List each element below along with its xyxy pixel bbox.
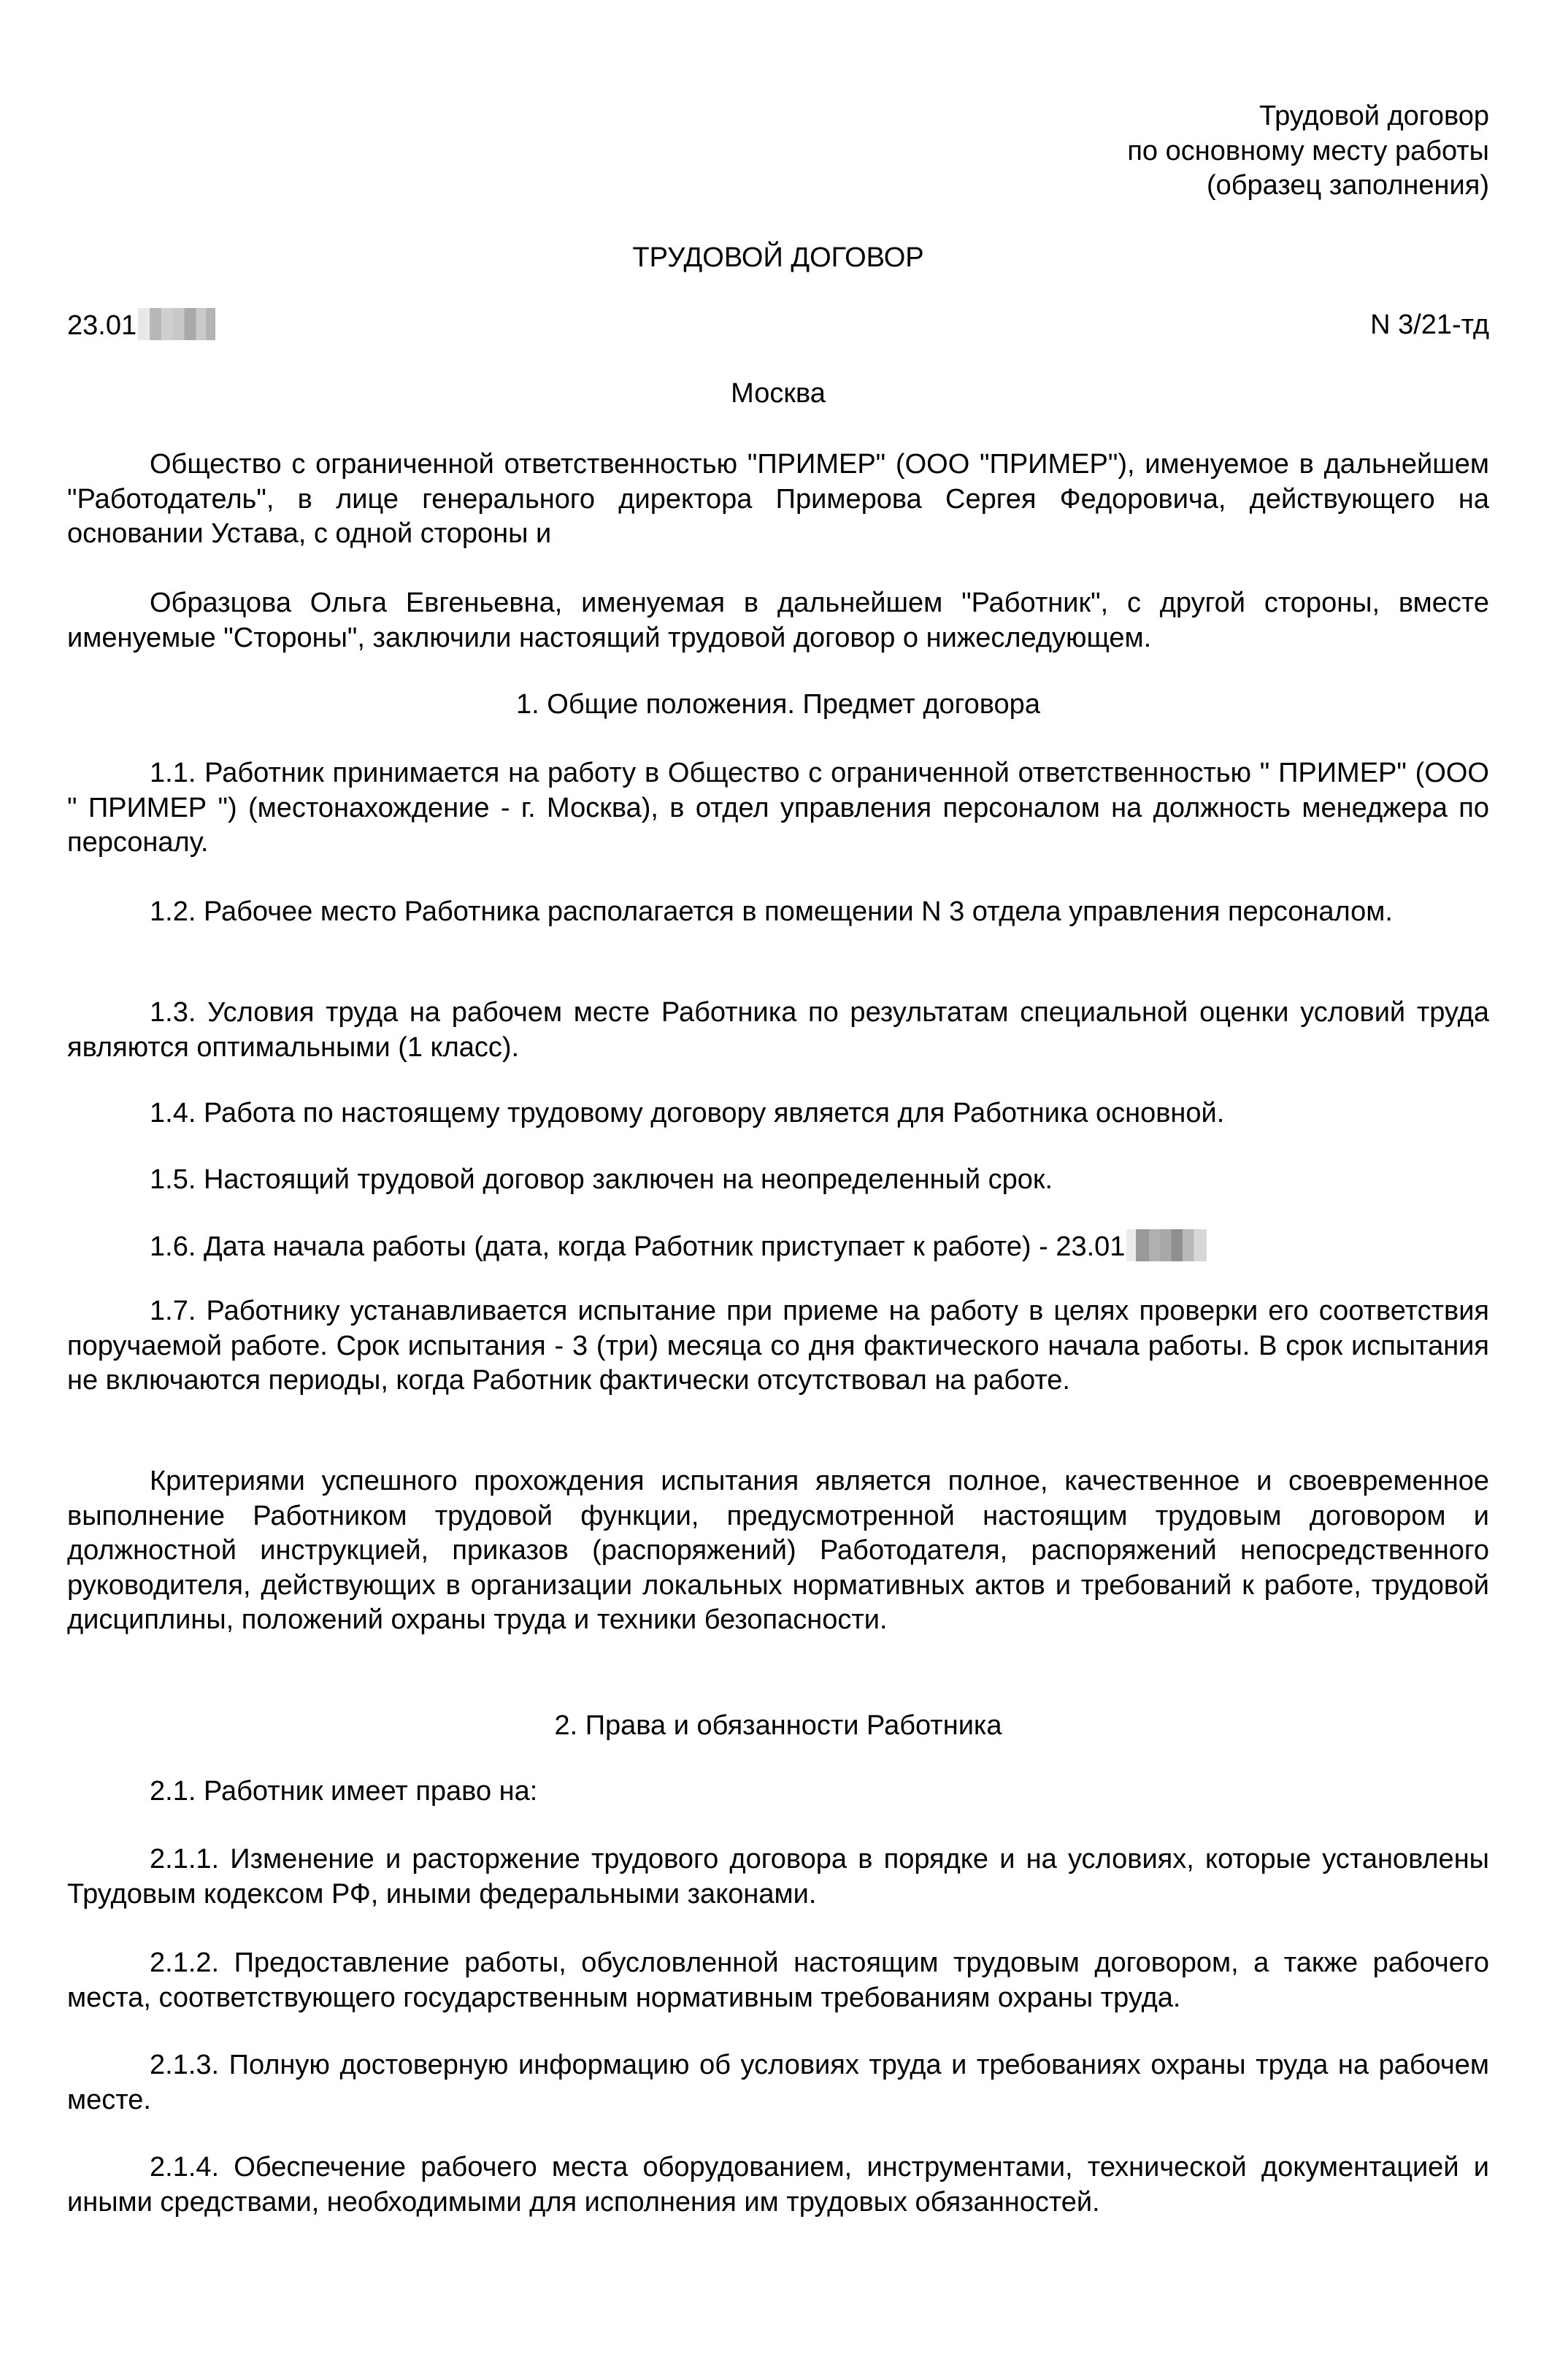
clause-1-5: 1.5. Настоящий трудовой договор заключен на неопределенный срок. <box>150 1164 1053 1195</box>
section-1-heading: 1. Общие положения. Предмет договора <box>516 689 1040 720</box>
date-number-row <box>67 308 1489 344</box>
document-title: ТРУДОВОЙ ДОГОВОР <box>632 242 924 273</box>
section-2-heading: 2. Права и обязанности Работника <box>554 1710 1002 1741</box>
preamble-employee: Образцова Ольга Евгеньевна, именуемая в дальнейшем "Работник", с другой стороны, вместе именуемые "Стороны", заключили настоящий трудовой договор о нижеследующем. <box>67 588 1489 653</box>
clause-1-4: 1.4. Работа по настоящему трудовому договору является для Работника основной. <box>150 1098 1225 1128</box>
preamble-employer: Общество с ограниченной ответственностью "ПРИМЕР" (ООО "ПРИМЕР"), именуемое в дальнейшем "Работодатель", в лице генерального директора Примерова Сергея Федоровича, действующего на основании Устава, с одной стороны и <box>67 449 1489 549</box>
redacted-year <box>138 308 215 340</box>
clause-2-1: 2.1. Работник имеет право на: <box>150 1776 538 1807</box>
header-note-line-1: Трудовой договор <box>1258 101 1489 131</box>
clause-1-7: 1.7. Работнику устанавливается испытание при приеме на работу в целях проверки его соответствия поручаемой работе. Срок испытания - 3 (три) месяца со дня фактического начала работы. В срок испытания не включаются периоды, когда Работник фактически отсутствовал на работе. <box>67 1296 1489 1396</box>
contract-number: N 3/21-тд <box>1370 309 1489 340</box>
clause-2-1-4: 2.1.4. Обеспечение рабочего места оборудованием, инструментами, технической документацией и иными средствами, необходимыми для исполнения им трудовых обязанностей. <box>67 2152 1489 2218</box>
header-note <box>67 99 1489 204</box>
city: Москва <box>731 378 826 409</box>
clause-2-1-1: 2.1.1. Изменение и расторжение трудового договора в порядке и на условиях, которые установлены Трудовым кодексом РФ, иными федеральными законами. <box>67 1844 1489 1910</box>
header-note-line-3: (образец заполнения) <box>1206 170 1489 201</box>
probation-criteria: Критериями успешного прохождения испытания является полное, качественное и своевременное выполнение Работником трудовой функции, предусмотренной настоящим трудовым договором и должностной инструкцией, приказов (распоряжений) Работодателя, распоряжений непосредственного руководителя, действующих в организации локальных нормативных актов и требований к работе, трудовой дисциплины, положений охраны труда и техники безопасности. <box>67 1466 1489 1635</box>
clause-1-6 <box>67 1229 1489 1265</box>
clause-1-6-text: 1.6. Дата начала работы (дата, когда Работник приступает к работе) - 23.01 <box>150 1231 1126 1262</box>
header-note-line-2: по основному месту работы <box>1127 135 1489 166</box>
clause-1-3: 1.3. Условия труда на рабочем месте Работника по результатам специальной оценки условий труда являются оптимальными (1 класс). <box>67 997 1489 1063</box>
clause-1-1: 1.1. Работник принимается на работу в Общество с ограниченной ответственностью " ПРИМЕР" (ООО " ПРИМЕР ") (местонахождение - г. Москва), в отдел управления персоналом на должность менеджера по персоналу. <box>67 758 1489 858</box>
clause-2-1-3: 2.1.3. Полную достоверную информацию об условиях труда и требованиях охраны труда на рабочем месте. <box>67 2050 1489 2115</box>
redacted-start-year <box>1126 1229 1207 1261</box>
contract-date-visible: 23.01 <box>67 310 137 341</box>
clause-1-2: 1.2. Рабочее место Работника располагается в помещении N 3 отдела управления персоналом. <box>150 896 1393 927</box>
clause-2-1-2: 2.1.2. Предоставление работы, обусловленной настоящим трудовым договором, а также рабочего места, соответствующего государственным нормативным требованиям охраны труда. <box>67 1947 1489 2013</box>
contract-date <box>67 308 215 344</box>
